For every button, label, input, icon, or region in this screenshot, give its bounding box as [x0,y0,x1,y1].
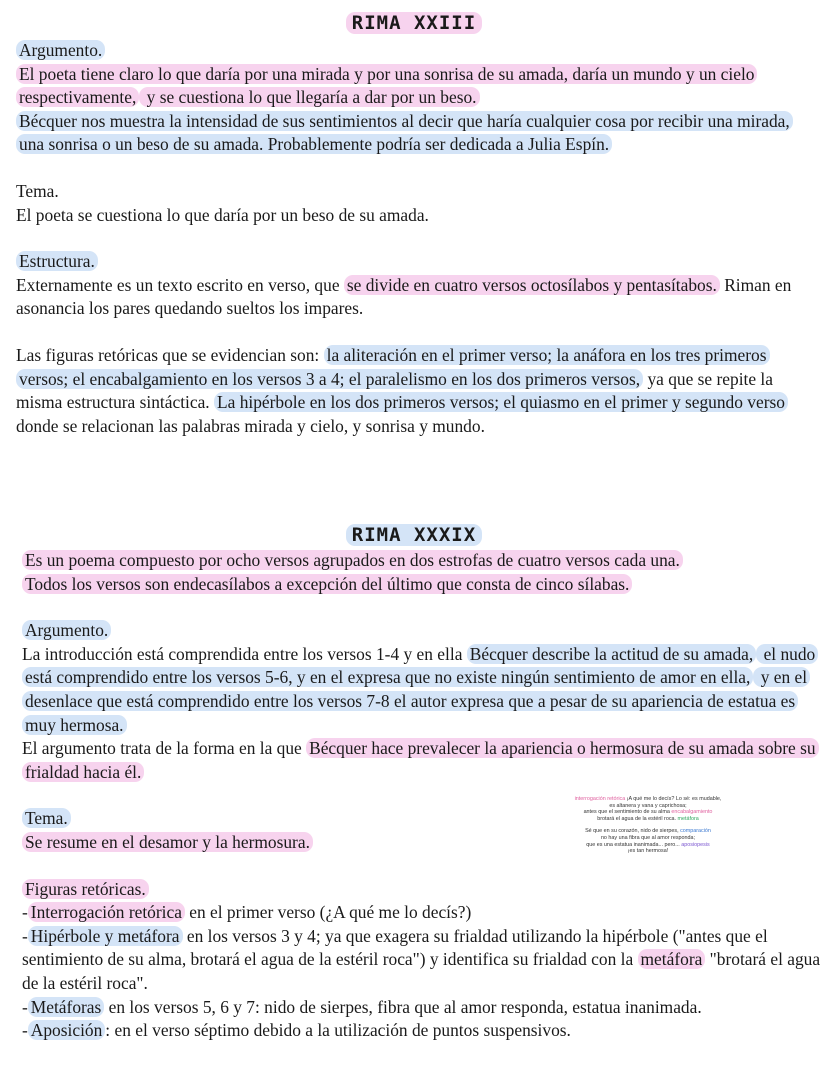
thumbnail-line-4: brotará el agua de la estéril roca. metáfora [597,815,699,822]
rima39-argumento-paragraph-2: El argumento trata de la forma en la que Bécquer hace prevalecer la apariencia o hermosura de su amada sobre su frialdad hacia él. [22,737,822,784]
rima39-intro-line-1: Es un poema compuesto por ocho versos agrupados en dos estrofas de cuatro versos cada una. [22,549,822,573]
rima23-title-text: RIMA XXIII [346,12,482,34]
thumbnail-line-3: antes que el sentimiento de su alma encabalgamiento [583,809,713,816]
thumbnail-line-8: ¡es tan hermosa! [627,848,669,855]
rima23-argumento-heading: Argumento. [16,39,816,63]
rima23-title [0,12,828,34]
rima39-figura-2: - Hipérbole y metáfora en los versos 3 y 4; ya que exagera su frialdad utilizando la hipérbole ("antes que el sentimiento de su alma, brotará el agua de la estéril roca") y identifica su frialdad con la metáfora "brotará el agua de la estéril roca". [22,925,821,993]
thumbnail-line-6: no hay una fibra que al amor responda; [600,834,696,841]
rima39-argumento-paragraph-1: La introducción está comprendida entre los versos 1-4 y en ella Bécquer describe la actitud de su amada, el nudo está comprendido entre los versos 5-6, y en el expresa que no existe ningún sentimiento de amor en ella, y en el desenlace que está comprendido entre los versos 7-8 el autor expresa que a pesar de su apariencia de estatua es muy hermosa. [22,643,822,737]
rima39-figura-3: - Metáforas en los versos 5, 6 y 7: nido de sierpes, fibra que al amor responda, estatua inanimada. [22,996,702,1017]
rima39-figuras-heading: Figuras retóricas. [22,878,822,902]
thumbnail-line-2: es altanera y vana y caprichosa; [609,802,687,809]
rima39-title [0,524,828,546]
rima39-tema-text: Se resume en el desamor y la hermosura. [22,831,822,855]
rima23-section [16,39,816,438]
annotated-poem-thumbnail [536,796,760,880]
rima23-argumento-paragraph-2: Bécquer nos muestra la intensidad de sus sentimientos al decir que haría cualquier cosa por recibir una mirada, una sonrisa o un beso de su amada. Probablemente podría ser dedicada a Julia Espín. [16,110,816,157]
thumbnail-line-7: que es una estatua inanimada... pero... aposiopesis [586,841,710,848]
rima23-estructura-heading: Estructura. [16,250,816,274]
rima23-tema-text: El poeta se cuestiona lo que daría por un beso de su amada. [16,204,429,225]
rima23-estructura-text: Externamente es un texto escrito en verso, que se divide en cuatro versos octosílabos y pentasítabos. Riman en asonancia los pares quedando sueltos los impares. [16,274,792,319]
rima23-figuras-text: Las figuras retóricas que se evidencian son: la aliteración en el primer verso; la anáfora en los tres primeros versos; el encabalgamiento en los versos 3 a 4; el paralelismo en los dos primeros versos, ya que se repite la misma estructura sintáctica. La hipérbole en los dos primeros versos; el quiasmo en el primer y segundo verso donde se relacionan las palabras mirada y cielo, y sonrisa y mundo. [16,344,816,438]
thumbnail-line-1: interrogación retórica ¡A qué me lo decís? Lo sé: es mudable, [574,796,722,802]
rima39-figura-1: - Interrogación retórica en el primer verso (¿A qué me lo decís?) [22,902,472,923]
thumbnail-line-5: Sé que en su corazón, nido de sierpes, comparación [585,828,711,835]
rima39-figura-4: - Aposición : en el verso séptimo debido a la utilización de puntos suspensivos. [22,1020,571,1041]
rima23-argumento-paragraph-1: El poeta tiene claro lo que daría por una mirada y por una sonrisa de su amada, daría un mundo y un cielo respectivamente, y se cuestiona lo que llegaría a dar por un beso. [16,63,816,110]
rima39-title-text: RIMA XXXIX [346,524,482,546]
rima39-argumento-heading: Argumento. [22,619,822,643]
rima39-tema-heading: Tema. [22,807,822,831]
rima23-tema-heading: Tema. [16,180,59,201]
rima39-intro-line-2: Todos los versos son endecasílabos a excepción del último que consta de cinco sílabas. [22,573,822,597]
